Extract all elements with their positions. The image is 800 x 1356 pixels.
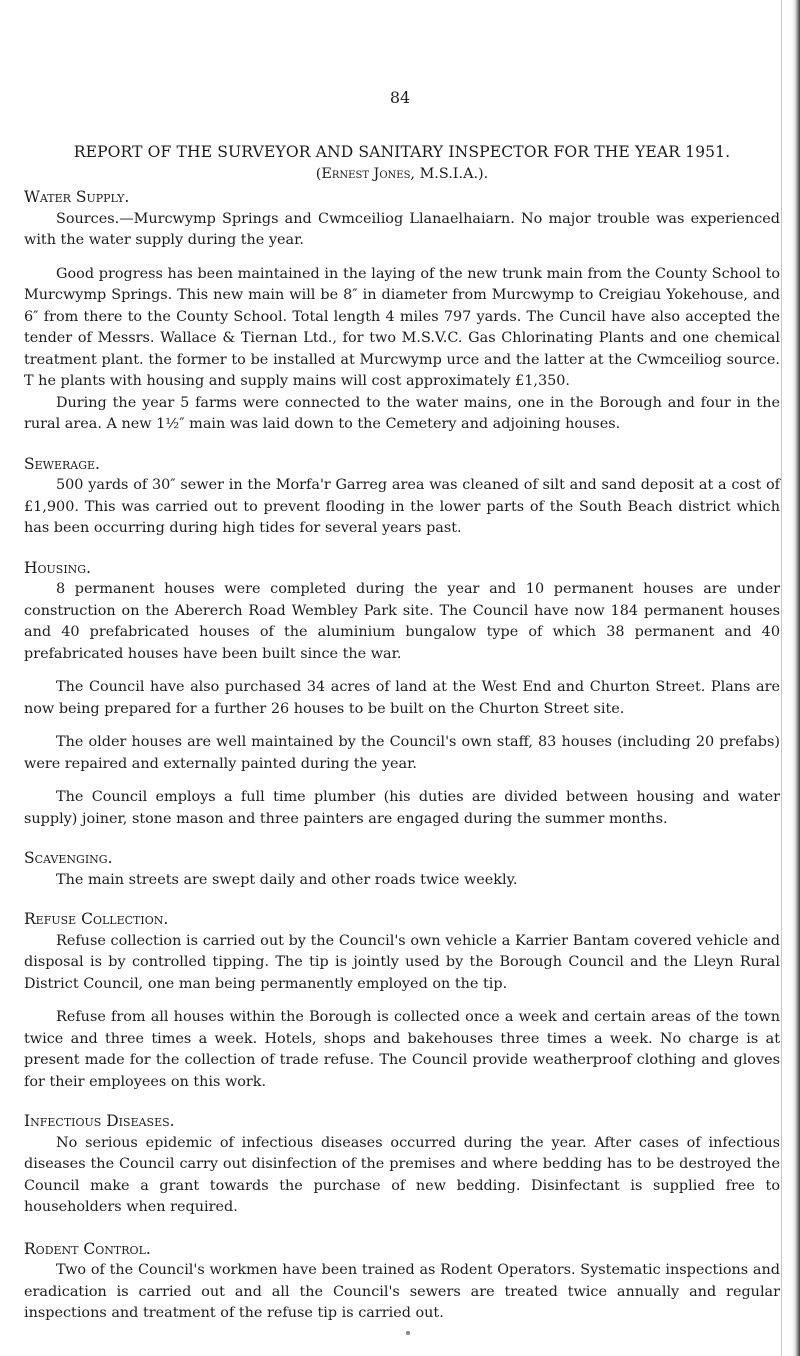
paragraph-refuse-schedule: Refuse from all houses within the Borough is collected once a week and certain areas of the town twice and three times a week. Hotels, shops and bakehouses three times a week. No charge is at present made for the collection of trade refuse. The Council provide weatherproof clothing and gloves for their employees on this work. bbox=[24, 1009, 780, 1090]
page-number: 84 bbox=[389, 88, 411, 107]
paragraph-council-employs: The Council employs a full time plumber (his duties are divided between housing and water supply) joiner, stone mason and three painters are engaged during the summer months. bbox=[24, 789, 780, 827]
paragraph-older-houses: The older houses are well maintained by the Council's own staff, 83 houses (including 20 prefabs) were repaired and externally painted during the year. bbox=[24, 734, 780, 772]
paragraph-infectious-diseases: No serious epidemic of infectious diseases occurred during the year. After cases of infectious diseases the Council carry out disinfection of the premises and where bedding has to be destroyed the Council make a grant towards the purchase of new bedding. Disinfectant is supplied free to householders when required. bbox=[24, 1134, 780, 1215]
heading-sewerage: Sewerage. bbox=[24, 454, 100, 473]
paragraph-sewerage: 500 yards of 30″ sewer in the Morfa'r Garreg area was cleaned of silt and sand deposit at a cost of £1,900. This was carried out to prevent flooding in the lower parts of the South Beach district which has been occurring during high tides for several years past. bbox=[24, 477, 780, 536]
paragraph-farms-connected: During the year 5 farms were connected to the water mains, one in the Borough and four in the rural area. A new 1½″ main was laid down to the Cemetery and adjoining houses. bbox=[24, 394, 780, 432]
heading-rodent-control: Rodent Control. bbox=[24, 1239, 151, 1258]
report-author: (Ernest Jones, M.S.I.A.). bbox=[315, 165, 489, 182]
paragraph-scavenging: The main streets are swept daily and other roads twice weekly. bbox=[56, 871, 518, 888]
heading-scavenging: Scavenging. bbox=[24, 849, 113, 867]
heading-water-supply: Water Supply. bbox=[24, 188, 130, 206]
heading-refuse-collection: Refuse Collection. bbox=[24, 910, 169, 928]
paragraph-refuse-vehicle: Refuse collection is carried out by the Council's own vehicle a Karrier Bantam covered vehicle and disposal is by controlled tipping. The tip is jointly used by the Borough Council and the Lleyn Rural District Council, one man being permanently employed on the tip. bbox=[24, 932, 780, 992]
paragraph-rodent-control: Two of the Council's workmen have been trained as Rodent Operators. Systematic inspections and eradication is carried out and all the Council's sewers are treated twice annually and regular inspections and treatment of the refuse tip is carried out. bbox=[24, 1262, 780, 1321]
heading-infectious-diseases: Infectious Diseases. bbox=[24, 1112, 175, 1130]
report-title: REPORT OF THE SURVEYOR AND SANITARY INSPECTOR FOR THE YEAR 1951. bbox=[73, 143, 731, 161]
page-edge-shadow bbox=[791, 0, 800, 1356]
paragraph-water-sources: Sources.—Murcwymp Springs and Cwmceiliog Llanaelhaiarn. No major trouble was experienced with the water supply during the year. bbox=[24, 210, 780, 248]
paragraph-trunk-main: Good progress has been maintained in the laying of the new trunk main from the County School to Murcwymp Springs. This new main will be 8″ in diameter from Murcwymp to Creigiau Yokehouse, and 6″ from there to the County School. Total length 4 miles 797 yards. The Cuncil have also accepted the tender of Messrs. Wallace & Tiernan Ltd., for two M.S.V.C. Gas Chlorinating Plants and one chemical treatment plant. the former to be installed at Murcwymp urce and the latter at the Cwmceiliog source. T he plants with housing and supply mains will cost approximately £1,350. bbox=[24, 265, 780, 389]
paragraph-land-purchase: The Council have also purchased 34 acres of land at the West End and Churton Street. Plans are now being prepared for a further 26 houses to be built on the Churton Street site. bbox=[24, 679, 780, 717]
scan-speck bbox=[406, 1331, 410, 1335]
heading-housing: Housing. bbox=[24, 558, 92, 577]
paragraph-housing-completed: 8 permanent houses were completed during the year and 10 permanent houses are under construction on the Abererch Road Wembley Park site. The Council have now 184 permanent houses and 40 prefabricated houses of the aluminium bungalow type of which 38 permanent and 40 prefabricated houses have been built since the war. bbox=[24, 581, 780, 662]
report-body bbox=[24, 142, 780, 1325]
page-edge-line bbox=[781, 0, 782, 1356]
